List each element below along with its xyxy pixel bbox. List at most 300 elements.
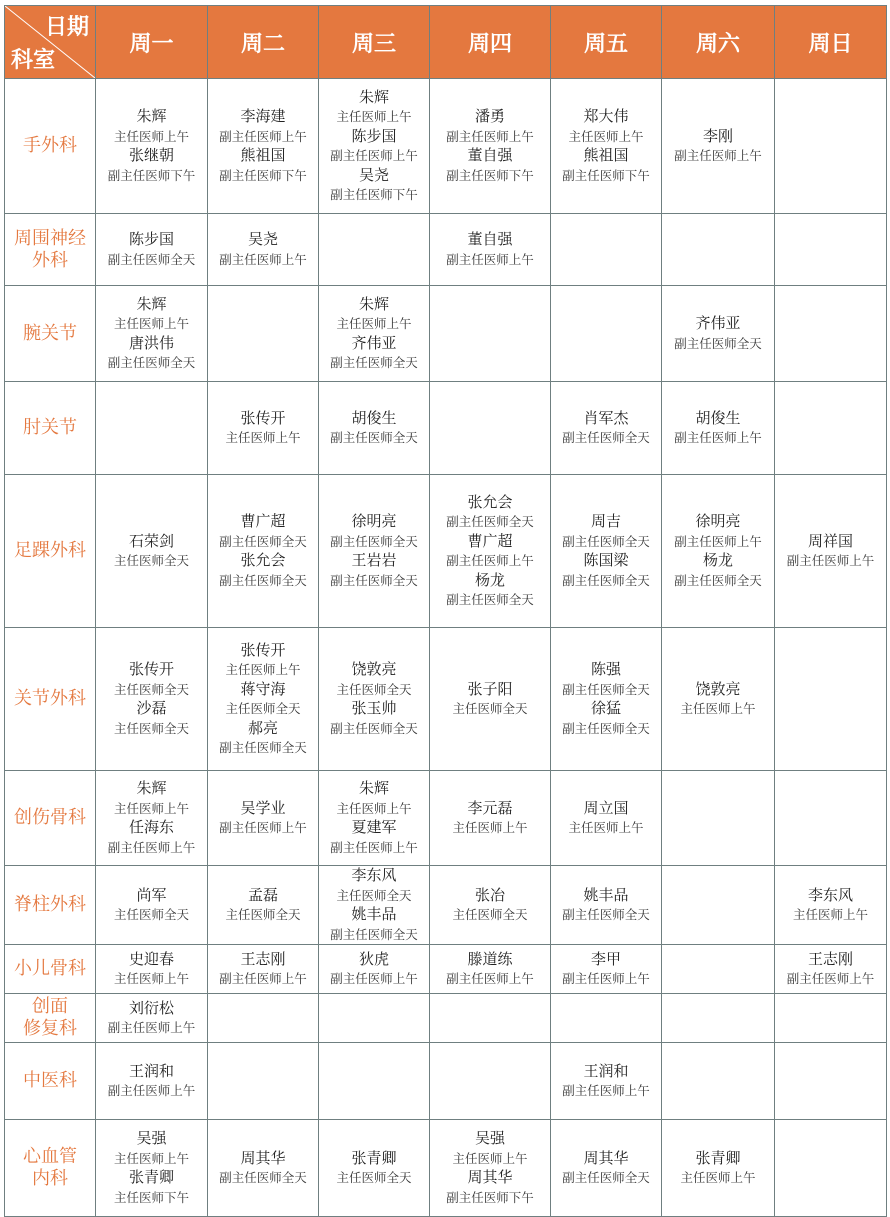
day-header-mon: 周一 xyxy=(96,6,208,79)
schedule-cell xyxy=(775,628,887,771)
schedule-cell xyxy=(96,945,208,994)
doctor-title-shift: 副主任医师下午 xyxy=(446,167,534,183)
doctor-entry xyxy=(319,866,429,905)
doctor-title-shift: 副主任医师全天 xyxy=(562,907,650,922)
doctor-name: 张传开 xyxy=(240,408,286,427)
doctor-entry xyxy=(96,295,207,334)
doctor-name: 郝亮 xyxy=(247,718,278,737)
doctor-entry xyxy=(551,146,661,185)
doctor-name: 饶敦亮 xyxy=(695,679,741,698)
header-row xyxy=(5,6,887,79)
schedule-cell xyxy=(319,866,430,945)
department-row xyxy=(5,866,887,945)
doctor-entry xyxy=(430,230,550,269)
doctor-entry xyxy=(96,334,207,373)
doctor-name: 滕道练 xyxy=(467,949,513,968)
department-name xyxy=(5,1043,96,1120)
doctor-name: 肖军杰 xyxy=(583,408,629,427)
doctor-name: 周其华 xyxy=(583,1148,629,1167)
schedule-cell xyxy=(551,1120,662,1217)
schedule-cell xyxy=(208,79,319,214)
schedule-cell xyxy=(319,475,430,628)
schedule-cell xyxy=(430,286,551,382)
schedule-cell xyxy=(551,79,662,214)
schedule-cell xyxy=(208,286,319,382)
doctor-entry xyxy=(319,166,429,205)
doctor-name: 李海建 xyxy=(240,107,286,125)
schedule-cell xyxy=(208,1120,319,1217)
doctor-name: 狄虎 xyxy=(358,949,389,968)
doctor-name: 张玉帅 xyxy=(351,699,397,717)
doctor-entry xyxy=(96,1062,207,1101)
doctor-title-shift: 主任医师上午 xyxy=(113,316,189,331)
doctor-title-shift: 主任医师上午 xyxy=(225,662,301,677)
schedule-cell xyxy=(430,1120,551,1217)
doctor-name: 唐洪伟 xyxy=(128,333,174,352)
department-name-line: 肘关节 xyxy=(23,417,77,438)
doctor-title-shift: 副主任医师上午 xyxy=(674,533,762,549)
schedule-cell xyxy=(775,771,887,866)
department-row xyxy=(5,628,887,771)
doctor-title-shift: 副主任医师上午 xyxy=(446,553,534,568)
doctor-name: 朱辉 xyxy=(358,779,389,797)
doctor-name: 吴尧 xyxy=(247,230,278,248)
schedule-cell xyxy=(96,994,208,1043)
doctor-title-shift: 副主任医师上午 xyxy=(786,971,875,986)
department-name-line: 腕关节 xyxy=(23,322,77,344)
doctor-entry xyxy=(96,1129,207,1168)
doctor-title-shift: 副主任医师全天 xyxy=(330,430,418,445)
doctor-title-shift: 主任医师上午 xyxy=(336,800,412,816)
department-row xyxy=(5,945,887,994)
schedule-cell xyxy=(430,994,551,1043)
doctor-title-shift: 主任医师全天 xyxy=(336,887,412,903)
doctor-entry xyxy=(662,127,774,166)
doctor-name: 吴强 xyxy=(136,1129,167,1147)
doctor-title-shift: 副主任医师上午 xyxy=(446,251,534,267)
schedule-cell xyxy=(551,628,662,771)
doctor-name: 任海东 xyxy=(128,818,174,836)
schedule-cell xyxy=(775,945,887,994)
doctor-title-shift: 副主任医师全天 xyxy=(107,355,196,370)
schedule-cell xyxy=(662,866,775,945)
doctor-name: 曹广超 xyxy=(240,512,286,530)
doctor-title-shift: 副主任医师全天 xyxy=(562,533,650,549)
doctor-title-shift: 主任医师上午 xyxy=(113,128,189,144)
schedule-cell xyxy=(775,994,887,1043)
doctor-name: 李元磊 xyxy=(467,798,513,817)
doctor-name: 朱辉 xyxy=(136,107,167,125)
doctor-title-shift: 副主任医师上午 xyxy=(562,1083,650,1098)
doctor-title-shift: 主任医师上午 xyxy=(680,701,756,716)
doctor-title-shift: 主任医师全天 xyxy=(113,553,189,568)
department-name-line: 修复科 xyxy=(23,1018,77,1039)
doctor-entry xyxy=(96,886,207,925)
doctor-title-shift: 副主任医师全天 xyxy=(107,251,196,267)
doctor-title-shift: 主任医师上午 xyxy=(452,1150,528,1166)
doctor-entry xyxy=(96,699,207,738)
doctor-name: 齐伟亚 xyxy=(695,314,741,332)
doctor-title-shift: 主任医师全天 xyxy=(225,907,301,922)
schedule-cell xyxy=(96,1043,208,1120)
doctor-entry xyxy=(319,1149,429,1188)
doctor-title-shift: 主任医师上午 xyxy=(452,820,528,835)
doctor-entry xyxy=(96,532,207,571)
schedule-cell xyxy=(775,1043,887,1120)
schedule-cell xyxy=(551,1043,662,1120)
department-name-line: 足踝外科 xyxy=(14,540,86,561)
department-name-line: 外科 xyxy=(32,249,68,271)
doctor-entry xyxy=(208,641,318,680)
doctor-name: 姚丰品 xyxy=(583,885,629,904)
doctor-entry xyxy=(430,1168,550,1207)
doctor-entry xyxy=(319,660,429,699)
doctor-title-shift: 副主任医师全天 xyxy=(330,533,418,549)
doctor-title-shift: 副主任医师全天 xyxy=(674,335,762,351)
doctor-name: 姚丰品 xyxy=(351,905,397,923)
doctor-title-shift: 副主任医师全天 xyxy=(219,572,307,588)
doctor-entry xyxy=(319,334,429,373)
doctor-name: 吴学业 xyxy=(240,798,286,817)
doctor-entry xyxy=(551,512,661,551)
schedule-cell xyxy=(208,475,319,628)
doctor-title-shift: 副主任医师上午 xyxy=(107,1020,196,1035)
doctor-title-shift: 副主任医师上午 xyxy=(219,820,307,835)
doctor-name: 张子阳 xyxy=(467,679,513,698)
doctor-entry xyxy=(775,950,886,989)
doctor-name: 朱辉 xyxy=(358,87,389,106)
doctor-name: 徐猛 xyxy=(590,699,621,717)
doctor-title-shift: 主任医师全天 xyxy=(113,720,189,736)
doctor-title-shift: 主任医师上午 xyxy=(113,800,189,816)
doctor-entry xyxy=(96,999,207,1038)
doctor-entry xyxy=(430,886,550,925)
doctor-title-shift: 主任医师上午 xyxy=(113,1150,189,1166)
doctor-title-shift: 副主任医师上午 xyxy=(330,971,418,986)
doctor-entry xyxy=(208,551,318,590)
department-name xyxy=(5,866,96,945)
schedule-cell xyxy=(319,214,430,286)
schedule-cell xyxy=(96,771,208,866)
department-name-line: 创伤骨科 xyxy=(14,807,86,828)
department-name xyxy=(5,1120,96,1217)
doctor-name: 王润和 xyxy=(128,1061,174,1080)
doctor-entry xyxy=(96,1168,207,1207)
schedule-cell xyxy=(662,475,775,628)
schedule-cell xyxy=(662,214,775,286)
doctor-entry xyxy=(319,295,429,334)
doctor-entry xyxy=(208,799,318,838)
doctor-name: 张允会 xyxy=(240,551,286,569)
doctor-title-shift: 主任医师全天 xyxy=(452,907,528,922)
doctor-name: 张传开 xyxy=(128,660,174,678)
schedule-cell xyxy=(430,214,551,286)
doctor-name: 张传开 xyxy=(240,640,286,659)
schedule-cell xyxy=(775,286,887,382)
doctor-entry xyxy=(208,107,318,146)
doctor-entry xyxy=(208,719,318,758)
schedule-cell xyxy=(430,866,551,945)
doctor-title-shift: 副主任医师下午 xyxy=(562,167,650,183)
doctor-title-shift: 副主任医师上午 xyxy=(786,553,875,568)
doctor-entry xyxy=(208,230,318,269)
schedule-cell xyxy=(319,1043,430,1120)
doctor-title-shift: 副主任医师下午 xyxy=(446,1189,534,1205)
doctor-title-shift: 副主任医师上午 xyxy=(219,128,307,144)
doctor-entry xyxy=(96,818,207,857)
doctor-entry xyxy=(551,950,661,989)
doctor-entry xyxy=(551,107,661,146)
doctor-name: 曹广超 xyxy=(467,531,513,550)
doctor-title-shift: 主任医师上午 xyxy=(336,109,412,124)
department-name-line: 中医科 xyxy=(23,1070,77,1091)
schedule-cell xyxy=(551,382,662,475)
schedule-cell xyxy=(208,994,319,1043)
doctor-title-shift: 副主任医师上午 xyxy=(446,971,534,986)
doctor-title-shift: 副主任医师全天 xyxy=(219,533,307,549)
doctor-entry xyxy=(208,1149,318,1188)
schedule-cell xyxy=(96,628,208,771)
doctor-title-shift: 副主任医师下午 xyxy=(219,167,307,183)
doctor-name: 朱辉 xyxy=(136,779,167,797)
schedule-cell xyxy=(430,945,551,994)
doctor-title-shift: 副主任医师全天 xyxy=(330,926,418,942)
doctor-title-shift: 主任医师上午 xyxy=(568,820,644,835)
department-name xyxy=(5,475,96,628)
doctor-name: 朱辉 xyxy=(136,294,167,313)
doctor-name: 周立国 xyxy=(583,798,629,817)
schedule-cell xyxy=(96,214,208,286)
schedule-cell xyxy=(96,475,208,628)
doctor-entry xyxy=(430,493,550,532)
doctor-title-shift: 副主任医师上午 xyxy=(446,128,534,144)
schedule-cell xyxy=(319,628,430,771)
department-row xyxy=(5,1120,887,1217)
doctor-entry xyxy=(551,1149,661,1188)
day-header-fri: 周五 xyxy=(551,6,662,79)
schedule-cell xyxy=(775,475,887,628)
schedule-cell xyxy=(551,866,662,945)
schedule-cell xyxy=(96,79,208,214)
department-name-line: 创面 xyxy=(32,996,68,1017)
doctor-name: 潘勇 xyxy=(474,107,505,125)
doctor-name: 周祥国 xyxy=(807,531,853,550)
schedule-cell xyxy=(775,382,887,475)
doctor-name: 董自强 xyxy=(467,146,513,164)
schedule-cell xyxy=(775,1120,887,1217)
doctor-title-shift: 副主任医师全天 xyxy=(562,430,650,445)
department-name-line: 小儿骨科 xyxy=(14,958,86,979)
schedule-cell xyxy=(319,382,430,475)
doctor-name: 齐伟亚 xyxy=(351,333,397,352)
schedule-cell xyxy=(430,1043,551,1120)
doctor-entry xyxy=(662,680,774,719)
doctor-title-shift: 副主任医师下午 xyxy=(330,187,418,202)
doctor-name: 徐明亮 xyxy=(695,512,741,530)
schedule-cell xyxy=(208,214,319,286)
doctor-name: 朱辉 xyxy=(358,294,389,313)
corner-date-label: 日期 xyxy=(44,14,89,40)
schedule-cell xyxy=(208,771,319,866)
schedule-cell xyxy=(662,628,775,771)
doctor-name: 董自强 xyxy=(467,230,513,248)
schedule-cell xyxy=(430,771,551,866)
department-row xyxy=(5,994,887,1043)
doctor-entry xyxy=(319,551,429,590)
doctor-title-shift: 副主任医师上午 xyxy=(674,430,762,445)
doctor-title-shift: 副主任医师全天 xyxy=(446,592,534,607)
doctor-entry xyxy=(319,818,429,857)
doctor-entry xyxy=(430,950,550,989)
doctor-title-shift: 主任医师全天 xyxy=(336,1170,412,1185)
doctor-entry xyxy=(551,551,661,590)
department-name-line: 手外科 xyxy=(23,135,77,156)
department-row xyxy=(5,286,887,382)
doctor-title-shift: 副主任医师上午 xyxy=(107,1083,196,1098)
schedule-cell xyxy=(319,994,430,1043)
doctor-entry xyxy=(96,107,207,146)
doctor-title-shift: 副主任医师上午 xyxy=(674,148,762,163)
doctor-entry xyxy=(551,699,661,738)
doctor-entry xyxy=(551,886,661,925)
doctor-name: 熊祖国 xyxy=(240,146,286,164)
day-header-tue: 周二 xyxy=(208,6,319,79)
doctor-name: 孟磊 xyxy=(247,885,278,904)
doctor-entry xyxy=(96,660,207,699)
doctor-name: 胡俊生 xyxy=(351,408,397,427)
doctor-name: 蒋守海 xyxy=(240,679,286,698)
doctor-title-shift: 副主任医师全天 xyxy=(219,1170,307,1185)
doctor-name: 吴强 xyxy=(474,1129,505,1147)
schedule-cell xyxy=(96,1120,208,1217)
schedule-cell xyxy=(662,1120,775,1217)
doctor-title-shift: 副主任医师上午 xyxy=(219,251,307,267)
schedule-cell xyxy=(775,214,887,286)
doctor-title-shift: 副主任医师上午 xyxy=(107,839,196,855)
doctor-entry xyxy=(430,799,550,838)
doctor-entry xyxy=(319,512,429,551)
doctor-title-shift: 副主任医师下午 xyxy=(107,167,196,183)
schedule-cell xyxy=(208,628,319,771)
doctor-entry xyxy=(430,146,550,185)
doctor-entry xyxy=(662,314,774,353)
doctor-title-shift: 主任医师下午 xyxy=(113,1189,189,1205)
schedule-cell xyxy=(775,79,887,214)
doctor-name: 陈步国 xyxy=(128,230,174,248)
doctor-name: 王岩岩 xyxy=(351,551,397,569)
doctor-name: 尚军 xyxy=(136,885,167,904)
doctor-entry xyxy=(319,409,429,448)
department-row xyxy=(5,475,887,628)
doctor-name: 杨龙 xyxy=(702,551,733,569)
schedule-cell xyxy=(551,475,662,628)
doctor-title-shift: 副主任医师全天 xyxy=(330,572,418,588)
schedule-table xyxy=(4,5,887,1217)
schedule-cell xyxy=(96,866,208,945)
department-name xyxy=(5,382,96,475)
schedule-cell xyxy=(319,771,430,866)
corner-header xyxy=(5,6,96,79)
doctor-name: 徐明亮 xyxy=(351,512,397,530)
department-name xyxy=(5,994,96,1043)
doctor-name: 熊祖国 xyxy=(583,146,629,164)
doctor-name: 王润和 xyxy=(583,1061,629,1080)
doctor-name: 周其华 xyxy=(240,1148,286,1167)
doctor-name: 李东风 xyxy=(351,866,397,884)
schedule-cell xyxy=(551,214,662,286)
day-header-sun: 周日 xyxy=(775,6,887,79)
schedule-cell xyxy=(319,79,430,214)
doctor-title-shift: 副主任医师全天 xyxy=(674,572,762,588)
doctor-entry xyxy=(430,107,550,146)
doctor-name: 胡俊生 xyxy=(695,408,741,427)
doctor-title-shift: 副主任医师全天 xyxy=(330,355,418,370)
doctor-title-shift: 副主任医师全天 xyxy=(219,740,307,755)
doctor-entry xyxy=(208,680,318,719)
doctor-entry xyxy=(430,1129,550,1168)
department-name-line: 关节外科 xyxy=(14,688,86,709)
schedule-cell xyxy=(662,1043,775,1120)
department-name xyxy=(5,771,96,866)
doctor-entry xyxy=(662,512,774,551)
doctor-name: 张青卿 xyxy=(695,1148,741,1167)
schedule-cell xyxy=(430,628,551,771)
doctor-title-shift: 主任医师上午 xyxy=(113,971,189,986)
doctor-entry xyxy=(319,779,429,818)
schedule-cell xyxy=(662,382,775,475)
doctor-entry xyxy=(551,1062,661,1101)
doctor-name: 石荣剑 xyxy=(128,531,174,550)
doctor-entry xyxy=(208,950,318,989)
department-name xyxy=(5,214,96,286)
doctor-name: 李甲 xyxy=(590,949,621,968)
doctor-name: 陈强 xyxy=(590,660,621,678)
schedule-cell xyxy=(551,945,662,994)
schedule-cell xyxy=(208,945,319,994)
doctor-name: 李东风 xyxy=(807,885,853,904)
doctor-entry xyxy=(430,571,550,610)
department-row xyxy=(5,771,887,866)
schedule-cell xyxy=(430,79,551,214)
doctor-title-shift: 主任医师全天 xyxy=(452,701,528,716)
doctor-title-shift: 主任医师上午 xyxy=(225,430,301,445)
doctor-entry xyxy=(319,905,429,944)
doctor-name: 吴尧 xyxy=(358,165,389,184)
doctor-name: 陈步国 xyxy=(351,126,397,145)
doctor-title-shift: 主任医师上午 xyxy=(568,128,644,144)
doctor-entry xyxy=(96,779,207,818)
doctor-name: 刘衍松 xyxy=(128,998,174,1017)
doctor-name: 张冶 xyxy=(474,885,505,904)
doctor-title-shift: 主任医师上午 xyxy=(336,316,412,331)
doctor-title-shift: 主任医师全天 xyxy=(113,681,189,697)
doctor-title-shift: 主任医师上午 xyxy=(680,1170,756,1185)
department-row xyxy=(5,382,887,475)
doctor-title-shift: 副主任医师全天 xyxy=(562,572,650,588)
doctor-name: 杨龙 xyxy=(474,570,505,589)
schedule-cell xyxy=(551,286,662,382)
doctor-title-shift: 主任医师全天 xyxy=(113,907,189,922)
doctor-name: 夏建军 xyxy=(351,818,397,836)
doctor-name: 郑大伟 xyxy=(583,107,629,125)
doctor-name: 王志刚 xyxy=(807,949,853,968)
doctor-entry xyxy=(319,699,429,738)
schedule-cell xyxy=(551,771,662,866)
doctor-name: 王志刚 xyxy=(240,949,286,968)
doctor-title-shift: 主任医师全天 xyxy=(336,681,412,697)
doctor-entry xyxy=(319,127,429,166)
schedule-cell xyxy=(208,1043,319,1120)
